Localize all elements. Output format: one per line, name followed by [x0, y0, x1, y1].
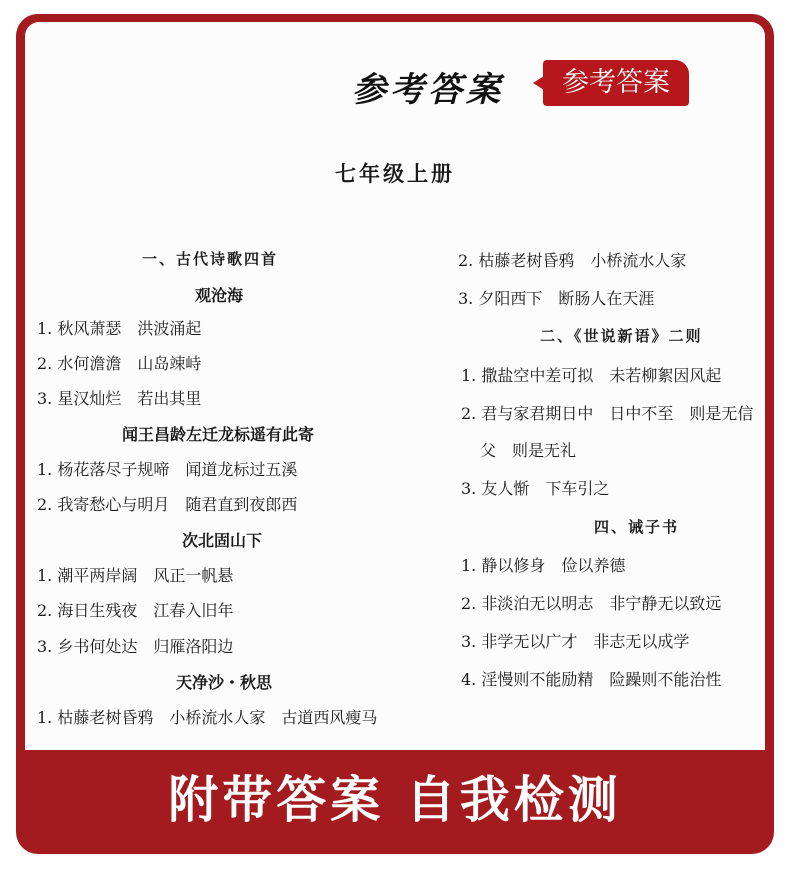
- answer-line: 1. 枯藤老树昏鸦 小桥流水人家 古道西风瘦马: [37, 708, 378, 727]
- answer-line: 3. 星汉灿烂 若出其里: [37, 389, 202, 408]
- poem-title: 观沧海: [195, 286, 244, 305]
- answer-line: 2. 我寄愁心与明月 随君直到夜郎西: [37, 495, 298, 514]
- answer-line: 3. 乡书何处达 归雁洛阳边: [37, 637, 234, 656]
- answer-line: 3. 非学无以广才 非志无以成学: [461, 632, 690, 651]
- section-heading-4: 四、诫子书: [594, 518, 680, 536]
- answer-line: 2. 水何澹澹 山岛竦峙: [37, 354, 202, 373]
- poem-title: 次北固山下: [182, 531, 263, 550]
- answer-line: 父 则是无礼: [480, 441, 577, 460]
- answer-line: 1. 静以修身 俭以养德: [461, 556, 626, 575]
- answer-line: 2. 非淡泊无以明志 非宁静无以致远: [461, 594, 722, 613]
- poem-title: 天净沙・秋思: [176, 673, 273, 692]
- poem-title: 闻王昌龄左迁龙标遥有此寄: [122, 425, 315, 444]
- answer-line: 4. 淫慢则不能励精 险躁则不能治性: [461, 670, 722, 689]
- answer-line: 1. 杨花落尽子规啼 闻道龙标过五溪: [37, 460, 298, 479]
- answer-line: 2. 君与家君期日中 日中不至 则是无信: [461, 404, 754, 423]
- answer-line: 3. 友人惭 下车引之: [461, 479, 610, 498]
- answer-line: 2. 枯藤老树昏鸦 小桥流水人家: [458, 251, 687, 270]
- answer-line: 1. 撒盐空中差可拟 未若柳絮因风起: [461, 366, 722, 385]
- section-heading-2: 二、《世说新语》二则: [540, 327, 703, 345]
- bottom-banner-text: 附带答案 自我检测: [168, 771, 622, 829]
- answer-line: 3. 夕阳西下 断肠人在天涯: [458, 289, 655, 308]
- page-title: 参考答案: [352, 70, 504, 110]
- answer-line: 1. 潮平两岸阔 风正一帆悬: [37, 566, 234, 585]
- section-heading-1: 一、古代诗歌四首: [142, 250, 279, 268]
- answer-badge: 参考答案: [543, 60, 689, 106]
- grade-heading: 七年级上册: [335, 161, 455, 186]
- answer-line: 2. 海日生残夜 江春入旧年: [37, 601, 234, 620]
- answer-line: 1. 秋风萧瑟 洪波涌起: [37, 319, 202, 338]
